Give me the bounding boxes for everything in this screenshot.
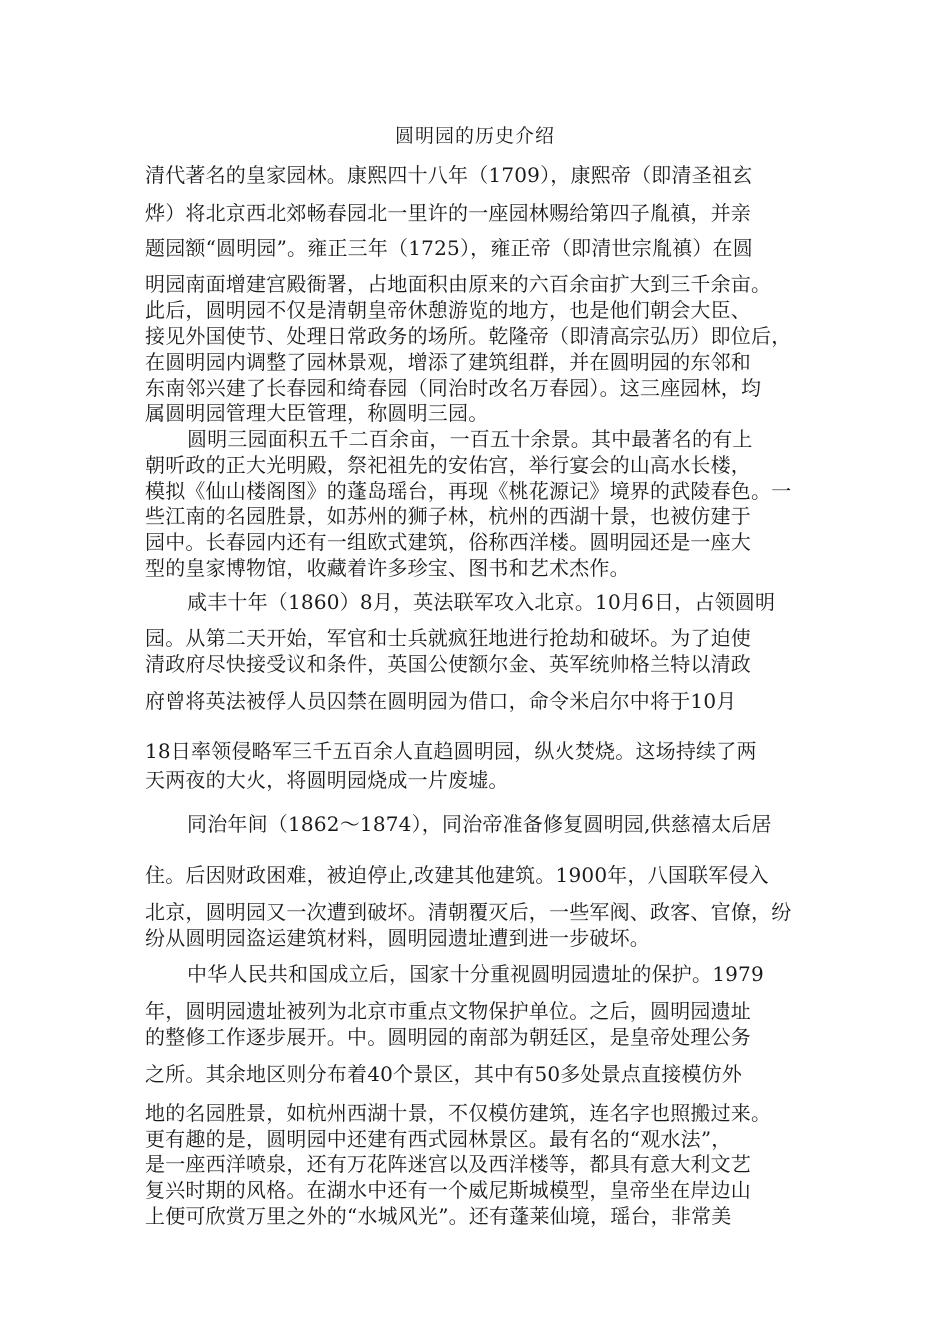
- text-line: 清政府尽快接受议和条件，英国公使额尔金、英军统帅格兰特以清政: [145, 652, 751, 676]
- text-line: 是一座西洋喷泉，还有万花阵迷宫以及西洋楼等，都具有意大利文艺: [145, 1152, 751, 1176]
- text-line: 年，圆明园遗址被列为北京市重点文物保护单位。之后，圆明园遗址: [145, 999, 751, 1023]
- text-line: 园。从第二天开始，军官和士兵就疯狂地进行抢劫和破坏。为了迫使: [145, 626, 751, 650]
- text-line: 清代著名的皇家园林。康熙四十八年（1709），康熙帝（即清圣祖玄: [145, 163, 753, 187]
- paragraph-start-line: 中华人民共和国成立后，国家十分重视圆明园遗址的保护。1979: [187, 962, 764, 986]
- text-line: 18日率领侵略军三千五百余人直趋圆明园，纵火焚烧。这场持续了两: [145, 739, 757, 763]
- text-line: 纷从圆明园盗运建筑材料，圆明园遗址遭到进一步破坏。: [145, 926, 650, 950]
- text-line: 的整修工作逐步展开。中。圆明园的南部为朝廷区，是皇帝处理公务: [145, 1025, 751, 1049]
- text-line: 属圆明园管理大臣管理，称圆明三园。: [145, 401, 489, 425]
- document-title: 圆明园的历史介绍: [394, 125, 555, 147]
- text-line: 复兴时期的风格。在湖水中还有一个威尼斯城模型，皇帝坐在岸边山: [145, 1178, 751, 1202]
- text-line: 府曾将英法被俘人员囚禁在圆明园为借口，命令米启尔中将于10月: [145, 689, 737, 713]
- text-line: 东南邻兴建了长春园和绮春园（同治时改名万春园）。这三座园林，均: [145, 376, 762, 400]
- text-line: 在圆明园内调整了园林景观，增添了建筑组群，并在圆明园的东邻和: [145, 350, 751, 374]
- text-line: 上便可欣赏万里之外的“水城风光”。还有蓬莱仙境，瑶台，非常美: [145, 1204, 732, 1228]
- text-line: 地的名园胜景，如杭州西湖十景，不仅模仿建筑，连名字也照搬过来。: [145, 1101, 772, 1125]
- text-line: 明园南面增建宫殿衙署，占地面积由原来的六百余亩扩大到三千余亩。: [145, 272, 772, 296]
- paragraph-start-line: 圆明三园面积五千二百余亩，一百五十余景。其中最著名的有上: [187, 427, 753, 451]
- text-line: 烨）将北京西北郊畅春园北一里许的一座园林赐给第四子胤禛，并亲: [145, 201, 751, 225]
- paragraph-start-line: 咸丰十年（1860）8月，英法联军攻入北京。10月6日，占领圆明: [187, 590, 776, 614]
- text-line: 型的皇家博物馆，收藏着许多珍宝、图书和艺术杰作。: [145, 556, 630, 580]
- text-line: 北京，圆明园又一次遭到破坏。清朝覆灭后，一些军阀、政客、官僚，纷: [145, 900, 792, 924]
- text-line: 朝听政的正大光明殿，祭祀祖先的安佑宫，举行宴会的山高水长楼，: [145, 453, 751, 477]
- text-line: 园中。长春园内还有一组欧式建筑，俗称西洋楼。圆明园还是一座大: [145, 530, 751, 554]
- text-line: 之所。其余地区则分布着40个景区，其中有50多处景点直接模仿外: [145, 1062, 743, 1086]
- text-line: 接见外国使节、处理日常政务的场所。乾隆帝（即清高宗弘历）即位后，: [145, 324, 792, 348]
- text-line: 天两夜的大火，将圆明园烧成一片废墟。: [145, 768, 509, 792]
- text-line: 住。后因财政困难，被迫停止,改建其他建筑。1900年，八国联军侵入: [145, 863, 769, 887]
- text-line: 更有趣的是，圆明园中还建有西式园林景区。最有名的“观水法”，: [145, 1127, 732, 1151]
- text-line: 些江南的名园胜景，如苏州的狮子林，杭州的西湖十景，也被仿建于: [145, 504, 751, 528]
- text-line: 模拟《仙山楼阁图》的蓬岛瑶台，再现《桃花源记》境界的武陵春色。一: [145, 479, 792, 503]
- text-line: 此后，圆明园不仅是清朝皇帝休憩游览的地方，也是他们朝会大臣、: [145, 298, 751, 322]
- paragraph-start-line: 同治年间（1862～1874），同治帝准备修复圆明园,供慈禧太后居: [187, 812, 772, 836]
- text-line: 题园额“圆明园”。雍正三年（1725），雍正帝（即清世宗胤禛）在圆: [145, 236, 753, 260]
